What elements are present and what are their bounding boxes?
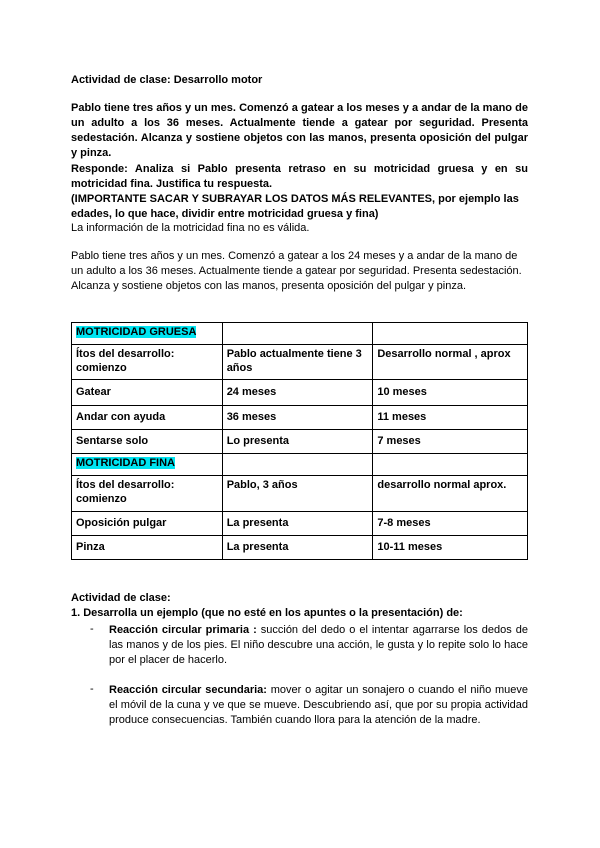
bullet-text: mover o agitar un sonajero o cuando el niño mueve el móvil de la cuna y ve que se mueve. Descubriendo así, que por su propia actividad produce consecuencias. También cuando llora para la atención de la madre.: [109, 684, 528, 726]
table-cell: Andar con ayuda: [72, 406, 223, 430]
gruesa-title: MOTRICIDAD GRUESA: [76, 326, 197, 338]
bullet-primary-reaction: [109, 623, 528, 668]
bullet-label: Reacción circular secundaria:: [109, 684, 267, 696]
table-row: [72, 430, 528, 454]
bullet-text: succión del dedo o el intentar agarrarse los dedos de las manos y de los pies. El niño descubre una acción, le gusta y lo repite solo lo hace por el placer de hacerlo.: [109, 624, 528, 666]
table-cell: 11 meses: [373, 406, 528, 430]
motor-development-table: [71, 322, 528, 560]
table-cell: desarrollo normal aprox.: [373, 476, 528, 512]
responde-label: Responde:: [71, 163, 128, 175]
validity-note: La información de la motricidad fina no es válida.: [71, 222, 310, 234]
responde-paragraph: [71, 162, 528, 192]
table-cell: Pablo actualmente tiene 3 años: [222, 345, 373, 380]
table-cell: [222, 323, 373, 345]
table-cell: La presenta: [222, 536, 373, 560]
corrected-case: Pablo tiene tres años y un mes. Comenzó a gatear a los 24 meses y a andar de la mano de un adulto a los 36 meses. Actualmente tiende a gatear por seguridad. Presenta sedestación. Alcanza y sostiene objetos con las manos, presenta oposición del pulgar y pinza.: [71, 250, 522, 292]
table-cell: [222, 454, 373, 476]
activity-title: Actividad de clase: Desarrollo motor: [71, 74, 263, 86]
table-row: [72, 345, 528, 380]
table-row: [72, 536, 528, 560]
table-cell: Oposición pulgar: [72, 512, 223, 536]
table-cell: 24 meses: [222, 380, 373, 406]
table-cell: Ítos del desarrollo: comienzo: [72, 476, 223, 512]
case-description: Pablo tiene tres años y un mes. Comenzó a gatear a los meses y a andar de la mano de un adulto a los 36 meses. Actualmente tiende a gatear por seguridad. Presenta sedestación. Alcanza y sostiene objetos con las manos, presenta oposición del pulgar y pinza.: [71, 102, 528, 159]
table-cell: 36 meses: [222, 406, 373, 430]
table-cell: Ítos del desarrollo: comienzo: [72, 345, 223, 380]
table-cell: Pinza: [72, 536, 223, 560]
activity2-question: 1. Desarrolla un ejemplo (que no esté en los apuntes o la presentación) de:: [71, 607, 463, 619]
activity2-title: Actividad de clase:: [71, 592, 171, 604]
table-row: [72, 406, 528, 430]
table-row: [72, 512, 528, 536]
table-cell: Sentarse solo: [72, 430, 223, 454]
table-cell: Gatear: [72, 380, 223, 406]
table-cell: 7-8 meses: [373, 512, 528, 536]
table-cell: [373, 323, 528, 345]
responde-text: Analiza si Pablo presenta retraso en su motricidad gruesa y en su motricidad fina. Justifica tu respuesta.: [71, 163, 528, 190]
table-row: [72, 454, 528, 476]
bullet-dash: -: [90, 683, 94, 695]
table-row: [72, 476, 528, 512]
table-cell: 7 meses: [373, 430, 528, 454]
table-cell: Desarrollo normal , aprox: [373, 345, 528, 380]
table-cell: Pablo, 3 años: [222, 476, 373, 512]
bullet-secondary-reaction: [109, 683, 528, 728]
bullet-label: Reacción circular primaria :: [109, 624, 257, 636]
fina-title: MOTRICIDAD FINA: [76, 457, 175, 469]
table-cell: [373, 454, 528, 476]
table-cell: [72, 323, 223, 345]
table-row: [72, 323, 528, 345]
table-cell: [72, 454, 223, 476]
table-cell: Lo presenta: [222, 430, 373, 454]
bullet-dash: -: [90, 623, 94, 635]
table-cell: 10 meses: [373, 380, 528, 406]
table-cell: 10-11 meses: [373, 536, 528, 560]
table-row: [72, 380, 528, 406]
important-note: (IMPORTANTE SACAR Y SUBRAYAR LOS DATOS MÁS RELEVANTES, por ejemplo las edades, lo que hace, dividir entre motricidad gruesa y fina): [71, 193, 519, 220]
table-cell: La presenta: [222, 512, 373, 536]
